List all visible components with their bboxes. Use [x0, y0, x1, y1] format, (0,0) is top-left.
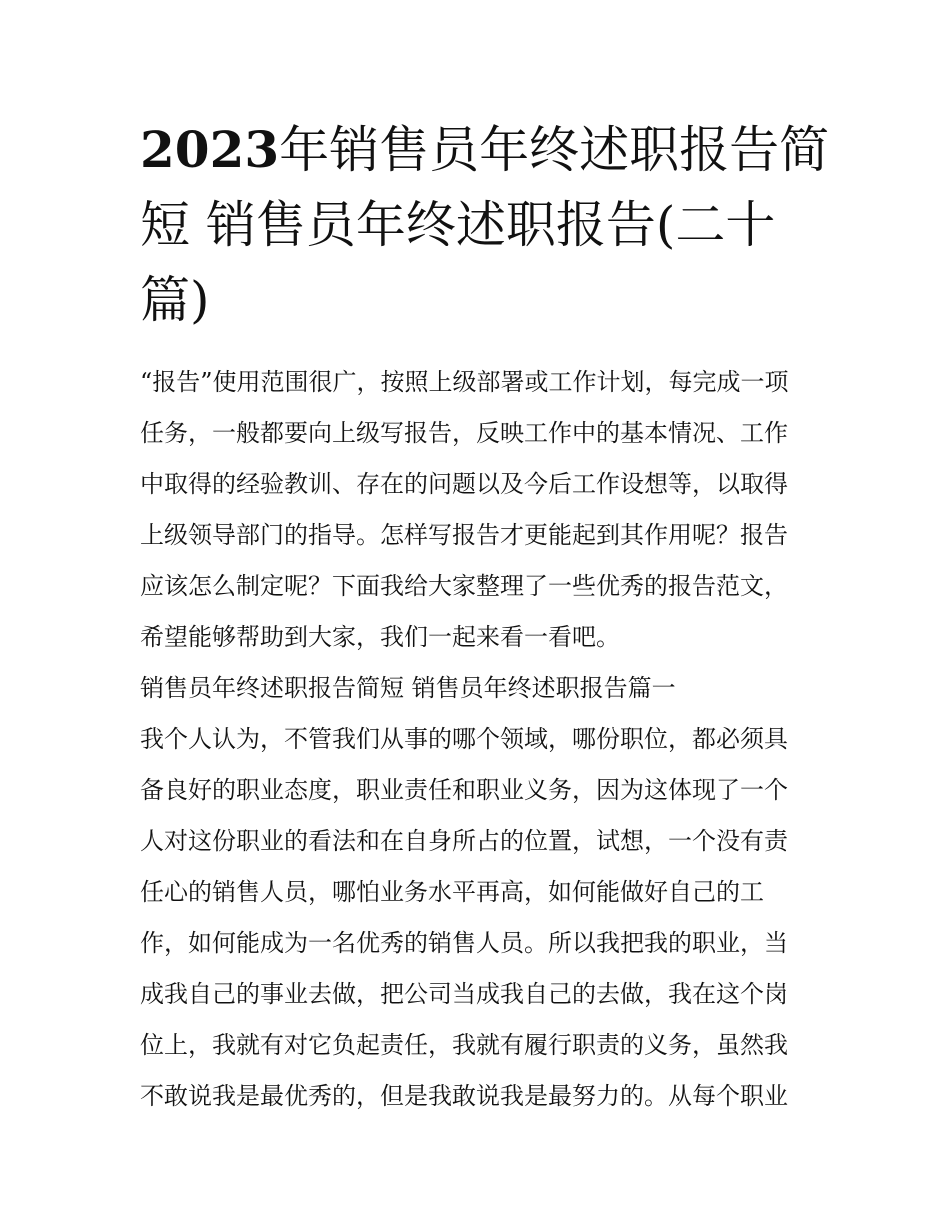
title-year: 2023	[140, 120, 280, 179]
body-line: 成我自己的事业去做，把公司当成我自己的去做，我在这个岗	[140, 980, 788, 1008]
title-text: 篇)	[140, 271, 210, 329]
body-line: 位上，我就有对它负起责任，我就有履行职责的义务，虽然我	[140, 1031, 788, 1059]
title-line-1	[140, 112, 830, 188]
body-line: “报告”使用范围很广，按照上级部署或工作计划，每完成一项	[140, 368, 789, 396]
title-line-2	[140, 188, 820, 263]
title-text: 短 销售员年终述职报告(二十	[140, 196, 776, 254]
body-line: 中取得的经验教训、存在的问题以及今后工作设想等，以取得	[140, 470, 788, 498]
title-text: 年销售员年终述职报告简	[279, 121, 830, 179]
body-line: 不敢说我是最优秀的，但是我敢说我是最努力的。从每个职业	[140, 1082, 788, 1110]
body-line: 上级领导部门的指导。怎样写报告才更能起到其作用呢？报告	[140, 521, 788, 549]
body-line: 作，如何能成为一名优秀的销售人员。所以我把我的职业，当	[140, 929, 788, 957]
body-line: 备良好的职业态度，职业责任和职业义务，因为这体现了一个	[140, 776, 788, 804]
body-line: 希望能够帮助到大家，我们一起来看一看吧。	[140, 623, 620, 651]
body-line: 应该怎么制定呢？下面我给大家整理了一些优秀的报告范文，	[140, 572, 788, 600]
body-line: 任务，一般都要向上级写报告，反映工作中的基本情况、工作	[140, 419, 788, 447]
title-line-3	[140, 263, 820, 338]
document-body	[140, 357, 820, 1122]
body-line: 我个人认为，不管我们从事的哪个领域，哪份职位，都必须具	[140, 725, 788, 753]
document-title	[140, 112, 830, 338]
section-heading: 销售员年终述职报告简短 销售员年终述职报告篇一	[140, 674, 676, 702]
body-line: 任心的销售人员，哪怕业务水平再高，如何能做好自己的工	[140, 878, 764, 906]
body-line: 人对这份职业的看法和在自身所占的位置，试想，一个没有责	[140, 827, 788, 855]
